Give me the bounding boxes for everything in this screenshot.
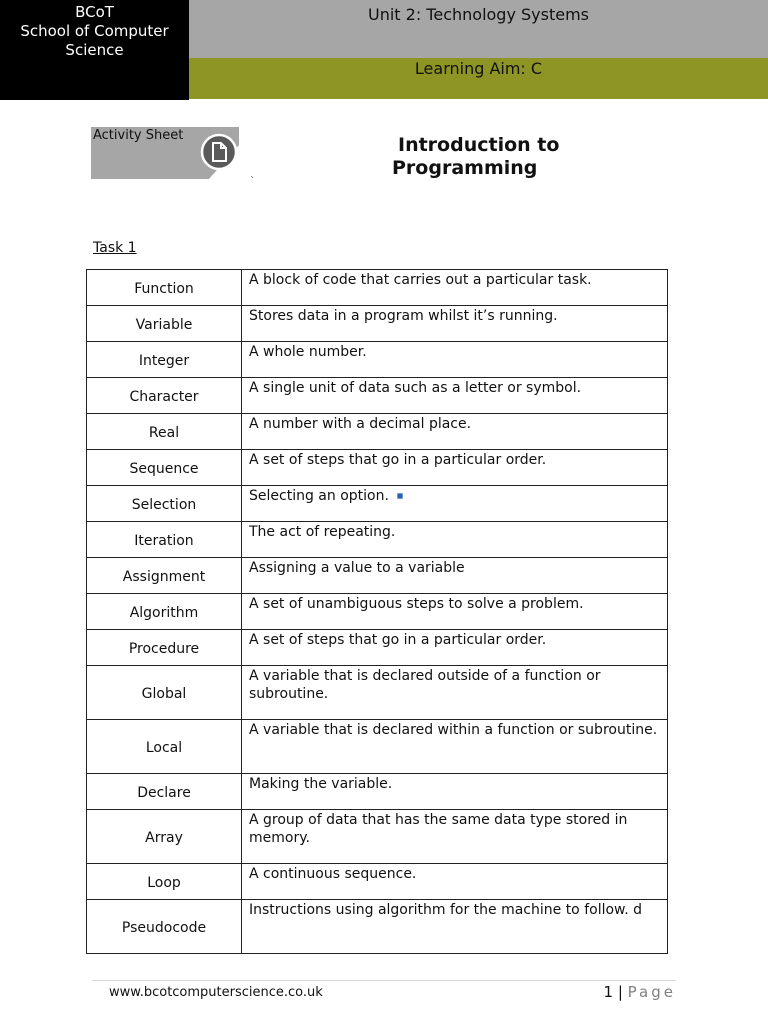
document-icon <box>200 133 238 171</box>
table-row <box>87 558 668 594</box>
table-row <box>87 864 668 900</box>
definition-cell <box>242 900 668 954</box>
definition-cell <box>242 864 668 900</box>
footer-url: www.bcotcomputerscience.co.uk <box>109 985 323 1000</box>
learning-aim-bar <box>189 58 768 99</box>
definition-cell <box>242 630 668 666</box>
definition-text: The act of repeating. <box>249 524 396 540</box>
term-cell: Variable <box>87 306 242 342</box>
definition-text: A whole number. <box>249 344 367 360</box>
page-title-line-2: Programming <box>392 157 538 179</box>
page-separator: | <box>617 983 623 1001</box>
term-cell: Procedure <box>87 630 242 666</box>
activity-sheet-label: Activity Sheet <box>93 128 184 143</box>
definition-text: A variable that is declared outside of a function or subroutine. <box>249 668 601 702</box>
table-row <box>87 342 668 378</box>
term-cell: Assignment <box>87 558 242 594</box>
definition-cell <box>242 558 668 594</box>
table-row <box>87 774 668 810</box>
logo-line-1: BCoT <box>75 3 114 21</box>
term-cell: Character <box>87 378 242 414</box>
term-cell: Declare <box>87 774 242 810</box>
definition-text: A group of data that has the same data type stored in memory. <box>249 812 628 846</box>
table-row <box>87 666 668 720</box>
definition-text: Selecting an option. <box>249 488 389 504</box>
term-cell: Algorithm <box>87 594 242 630</box>
footer-page-indicator <box>604 983 677 1001</box>
term-cell: Pseudocode <box>87 900 242 954</box>
definition-cell <box>242 594 668 630</box>
definition-cell <box>242 810 668 864</box>
term-cell: Iteration <box>87 522 242 558</box>
table-row <box>87 450 668 486</box>
logo-line-3: Science <box>65 41 124 59</box>
logo-line-2: School of Computer <box>20 22 169 40</box>
definition-text: A continuous sequence. <box>249 866 417 882</box>
definition-cell <box>242 720 668 774</box>
table-row <box>87 522 668 558</box>
terms-table <box>86 269 668 954</box>
table-row <box>87 720 668 774</box>
definition-text: Assigning a value to a variable <box>249 560 465 576</box>
definition-cell <box>242 378 668 414</box>
definition-cell <box>242 774 668 810</box>
table-row <box>87 594 668 630</box>
table-row <box>87 306 668 342</box>
table-row <box>87 486 668 522</box>
table-row <box>87 900 668 954</box>
table-row <box>87 630 668 666</box>
table-row <box>87 810 668 864</box>
page-number: 1 <box>603 983 614 1001</box>
term-cell: Integer <box>87 342 242 378</box>
definition-cell <box>242 666 668 720</box>
selection-marker-icon <box>397 493 403 499</box>
definition-cell <box>242 414 668 450</box>
definition-cell <box>242 270 668 306</box>
task-label: Task 1 <box>93 240 137 256</box>
term-cell: Real <box>87 414 242 450</box>
definition-cell <box>242 522 668 558</box>
table-row <box>87 270 668 306</box>
unit-title: Unit 2: Technology Systems <box>367 5 590 24</box>
term-cell: Selection <box>87 486 242 522</box>
activity-sheet-tag <box>91 127 239 179</box>
definition-text: A block of code that carries out a particular task. <box>249 272 592 288</box>
term-cell: Array <box>87 810 242 864</box>
definition-text: A set of steps that go in a particular order. <box>249 452 547 468</box>
definition-text: Instructions using algorithm for the machine to follow. d <box>249 902 642 918</box>
definition-text: Making the variable. <box>249 776 393 792</box>
page-word: Page <box>627 983 676 1001</box>
definition-cell <box>242 486 668 522</box>
page-title-line-1: Introduction to <box>398 134 560 156</box>
term-cell: Sequence <box>87 450 242 486</box>
term-cell: Loop <box>87 864 242 900</box>
definition-cell <box>242 342 668 378</box>
stray-mark: ` <box>250 176 255 187</box>
definition-text: A set of steps that go in a particular order. <box>249 632 547 648</box>
definition-text: A number with a decimal place. <box>249 416 472 432</box>
term-cell: Global <box>87 666 242 720</box>
footer-divider <box>92 980 676 981</box>
definition-cell <box>242 306 668 342</box>
learning-aim: Learning Aim: C <box>414 59 543 78</box>
definition-cell <box>242 450 668 486</box>
school-logo-block <box>0 0 189 100</box>
term-cell: Function <box>87 270 242 306</box>
term-cell: Local <box>87 720 242 774</box>
unit-title-bar <box>189 0 768 58</box>
definition-text: A set of unambiguous steps to solve a problem. <box>249 596 584 612</box>
table-row <box>87 414 668 450</box>
definition-text: A variable that is declared within a function or subroutine. <box>249 722 658 738</box>
definition-text: Stores data in a program whilst it’s running. <box>249 308 558 324</box>
definition-text: A single unit of data such as a letter or symbol. <box>249 380 582 396</box>
page-title <box>392 134 612 180</box>
terms-table-body <box>87 270 668 954</box>
table-row <box>87 378 668 414</box>
